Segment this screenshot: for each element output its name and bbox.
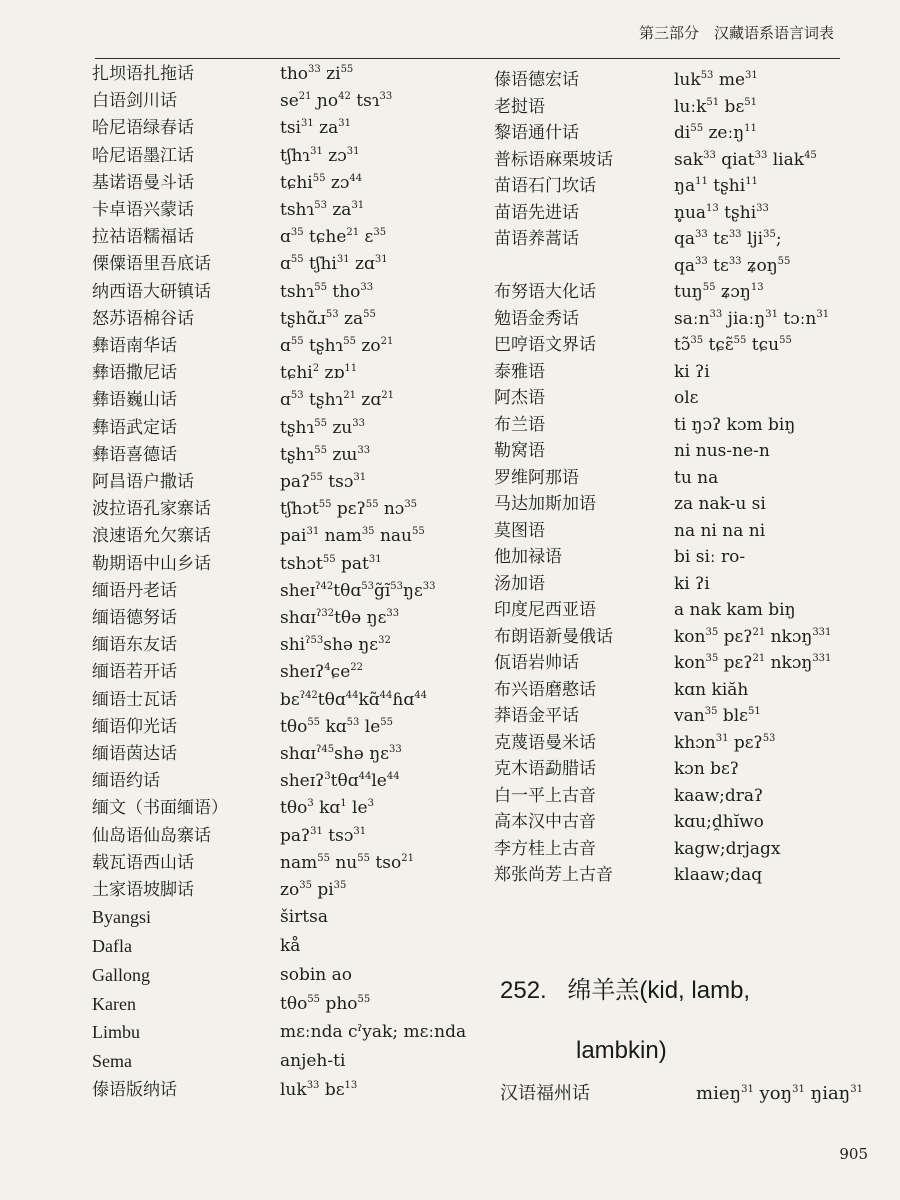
section-heading (500, 976, 750, 1006)
entry-form: shi$^{ʔ53}$shə ŋɛ$^{32}$ (280, 635, 391, 656)
entry-form: mɛːnda cˀyak; mɛːnda (280, 1022, 467, 1043)
entry-form: $ŋa^{11}$ tʂhi$^{11}$ (674, 176, 758, 196)
entry-language: 彝语撒尼话 (92, 363, 177, 384)
entry-row (92, 826, 472, 852)
entry-form: bɛ$^{ʔ42}$tθɑ$^{44}$kɑ̃$^{44}$ɦɑ$^{44}$ (280, 689, 427, 710)
entry-row (92, 173, 472, 199)
entry-form: luk$^{33}$ bɛ$^{13}$ (280, 1080, 358, 1100)
entry-form: kon$^{35}$ pɛʔ$^{21}$ nkɔŋ$^{331}$ (674, 626, 832, 647)
entry-form: ni nus-ne-n (674, 441, 770, 461)
entry-row (92, 200, 472, 226)
entry-language: 巴哼语文界话 (494, 335, 596, 355)
entry-language: 勉语金秀话 (494, 308, 579, 329)
entry-row (494, 865, 874, 891)
entry-row (494, 97, 874, 123)
entry-form: paʔ$^{31}$ tsɔ$^{31}$ (280, 825, 367, 846)
entry-form: tʂhɿ$^{55}$ zɯ$^{33}$ (280, 444, 371, 465)
entry-row (92, 744, 472, 770)
entry-language: 苗语养蒿话 (494, 229, 579, 249)
entry-row (92, 635, 472, 661)
entry-row (92, 554, 472, 580)
entry-form: tho$^{33}$ $zi^{55}$ (280, 64, 354, 84)
entry-language: 克木语勐腊话 (494, 759, 596, 779)
entry-row (494, 547, 874, 573)
entry-row (92, 227, 472, 253)
entry-form: shɑɪ$^{ʔ45}$shə ŋɛ$^{33}$ (280, 744, 402, 764)
section-title-line2: lambkin) (576, 1037, 667, 1064)
entry-form: kon$^{35}$ pɛʔ$^{21}$ nkɔŋ$^{331}$ (674, 653, 832, 673)
entry-form: olɛ (674, 388, 699, 408)
entry-row (494, 441, 874, 467)
entry-row (494, 468, 874, 494)
entry-row (92, 1051, 472, 1077)
entry-language: 缅语茵达话 (92, 744, 177, 764)
entry-row (494, 123, 874, 149)
entry-language: 缅语仰光话 (92, 716, 177, 737)
entry-row (494, 733, 874, 759)
entry-language: Dafla (92, 936, 132, 956)
entry-row (494, 256, 874, 282)
entry-language: 普标语麻栗坡话 (494, 149, 613, 170)
running-header: 第三部分 汉藏语系语言词表 (638, 24, 834, 42)
entry-form: kå (280, 936, 301, 956)
entry-form: $di^{55}$ zeːŋ$^{11}$ (674, 123, 757, 143)
entry-row (494, 229, 874, 255)
header-rule (95, 58, 840, 59)
entry-language: 佤语岩帅话 (494, 653, 579, 673)
entry-row (494, 309, 874, 335)
entry-language: 傣语版纳话 (92, 1080, 177, 1100)
entry-form: kɑn kiăh (674, 679, 749, 700)
entry-language: 勒期语中山乡话 (92, 553, 211, 574)
entry-row (92, 309, 472, 335)
entry-row (494, 706, 874, 732)
entry-form: ɑ$^{55}$ tʃhi$^{31}$ zɑ$^{31}$ (280, 254, 388, 275)
entry-language: 汉语福州话 (500, 1083, 590, 1104)
entry-row (494, 176, 874, 202)
entry-form: mieŋ$^{31}$ yoŋ$^{31}$ ŋiaŋ$^{31}$ (696, 1083, 864, 1104)
entry-row (494, 150, 874, 176)
entry-form: kɔn bɛʔ (674, 759, 739, 779)
entry-row (92, 336, 472, 362)
entry-form: kagw;drjagx (674, 838, 781, 859)
entry-form: shɑɪ$^{ʔ32}$tθə ŋɛ$^{33}$ (280, 608, 400, 628)
entry-language: 苗语先进话 (494, 202, 579, 223)
entry-language: 缅语约话 (92, 771, 160, 792)
entry-form: tɔ̃$^{35}$ tɕɛ̃$^{55}$ tɕu$^{55}$ (674, 335, 792, 355)
entry-row (92, 965, 472, 991)
entry-row (92, 526, 472, 552)
entry-language: 阿昌语户撒话 (92, 472, 194, 492)
entry-language: 仙岛语仙岛寨话 (92, 825, 211, 846)
entry-form: širtsa (280, 907, 328, 928)
entry-language: 他加禄语 (494, 547, 562, 567)
entry-language: 扎坝语扎拖话 (92, 64, 194, 84)
entry-form: tu na (674, 467, 719, 488)
entry-language: 布朗语新曼俄话 (494, 626, 613, 647)
entry-form: sheɪʔ$^4$ɕe$^{22}$ (280, 662, 363, 683)
entry-form: $sheɪʔ^3t\theta ɑ^{44}le^{44}$ (280, 771, 400, 792)
entry-language: 莽语金平话 (494, 706, 579, 726)
entry-language: 布努语大化话 (494, 282, 596, 302)
section-title-line1: 绵羊羔(kid, lamb, (567, 977, 751, 1004)
entry-form: klaaw;daq (674, 865, 763, 885)
entry-row (92, 91, 472, 117)
entry-row (92, 146, 472, 172)
entry-language: 莫图语 (494, 520, 545, 541)
entry-language: 缅语东友话 (92, 635, 177, 656)
entry-form: nam$^{55}$ $nu^{55}$ tso$^{21}$ (280, 852, 414, 873)
entry-form: bi siː ro- (674, 547, 746, 567)
entry-row (494, 282, 874, 308)
entry-language: 郑张尚芳上古音 (494, 865, 613, 885)
entry-language: 马达加斯加语 (494, 494, 596, 514)
entry-row (92, 472, 472, 498)
entry-language: 傈僳语里吾底话 (92, 254, 211, 275)
entry-language: 缅语士瓦话 (92, 689, 177, 710)
entry-form: tʃhɿ$^{31}$ zɔ$^{31}$ (280, 145, 360, 166)
entry-row (92, 1080, 472, 1106)
entry-row (494, 415, 874, 441)
entry-language: 老挝语 (494, 96, 545, 117)
entry-language: 拉祜语糯福话 (92, 227, 194, 248)
entry-row (92, 581, 472, 607)
entry-form: sak$^{33}$ qiat$^{33}$ liak$^{45}$ (674, 149, 817, 170)
entry-language: Limbu (92, 1022, 140, 1043)
entry-form: tshɔt$^{55}$ pat$^{31}$ (280, 553, 382, 574)
entry-row (494, 388, 874, 414)
entry-form: $qa^{33}$ tɛ$^{33}$ ʑoŋ$^{55}$ (674, 255, 791, 276)
entry-language: 彝语巍山话 (92, 390, 177, 411)
entry-form: tθo$^{55}$ kɑ$^{53}$ $le^{55}$ (280, 716, 394, 737)
left-column (92, 64, 472, 1124)
entry-language: 土家语坡脚话 (92, 880, 194, 900)
entry-row (494, 812, 874, 838)
entry-form: saːn$^{33}$ jiaːŋ$^{31}$ tɔːn$^{31}$ (674, 308, 830, 329)
entry-language: Sema (92, 1051, 132, 1072)
entry-row (92, 690, 472, 716)
entry-form: ki ʔi (674, 361, 710, 382)
entry-form: kɑu;d̯hĭwo (674, 812, 764, 832)
entry-language: 高本汉中古音 (494, 812, 596, 832)
section-number: 252. (500, 977, 547, 1004)
entry-language: 彝语南华话 (92, 336, 177, 356)
entry-form: anjeh-ti (280, 1051, 346, 1072)
entry-language: 布兰语 (494, 414, 545, 435)
page-number: 905 (839, 1145, 868, 1163)
entry-form: $se^{21}$ ɲo$^{42}$ tsɿ$^{33}$ (280, 91, 393, 112)
entry-form: luk$^{53}$ $me^{31}$ (674, 70, 758, 90)
entry-language: 载瓦语西山话 (92, 852, 194, 873)
entry-language: 基诺语曼斗话 (92, 172, 194, 193)
entry-language: 怒苏语棉谷话 (92, 308, 194, 329)
entry-form: tshɿ$^{55}$ tho$^{33}$ (280, 281, 374, 302)
entry-form: $sheɪ^{ʔ42}t\theta ɑ^{53}g̃ĩ^{53}ŋɛ^{33}$ (280, 580, 436, 601)
entry-form: $n̥ua^{13}$ tʂhi$^{33}$ (674, 202, 769, 223)
entry-row (494, 362, 874, 388)
entry-language: 彝语喜德话 (92, 444, 177, 465)
entry-language: 哈尼语绿春话 (92, 118, 194, 139)
entry-row (92, 771, 472, 797)
entry-language: 傣语德宏话 (494, 70, 579, 90)
entry-row (494, 70, 874, 96)
entry-language: 波拉语孔家寨话 (92, 499, 211, 520)
entry-form: van$^{35}$ blɛ$^{51}$ (674, 706, 761, 726)
section-entry (500, 1084, 880, 1110)
entry-language: 缅语若开话 (92, 662, 177, 683)
entry-row (92, 608, 472, 634)
entry-language: 彝语武定话 (92, 417, 177, 438)
entry-language: 哈尼语墨江话 (92, 145, 194, 166)
entry-row (92, 662, 472, 688)
entry-row (92, 936, 472, 962)
entry-row (494, 600, 874, 626)
entry-form: tʂhɿ$^{55}$ $zu^{33}$ (280, 417, 365, 438)
entry-row (494, 335, 874, 361)
entry-form: za nak-u si (674, 494, 766, 514)
entry-row (494, 574, 874, 600)
entry-form: sobin ao (280, 964, 353, 985)
entry-row (494, 521, 874, 547)
entry-row (494, 680, 874, 706)
entry-row (92, 1022, 472, 1048)
entry-row (92, 880, 472, 906)
right-column (494, 70, 874, 910)
entry-form: tshɿ$^{53}$ $za^{31}$ (280, 200, 365, 220)
entry-row (92, 994, 472, 1020)
entry-row (92, 254, 472, 280)
entry-row (92, 418, 472, 444)
entry-form: pai$^{31}$ nam$^{35}$ nau$^{55}$ (280, 526, 425, 547)
entry-form: paʔ$^{55}$ tsɔ$^{31}$ (280, 472, 367, 492)
entry-form: $qa^{33}$ tɛ$^{33}$ lji$^{35}$; (674, 229, 782, 249)
entry-language: 泰雅语 (494, 361, 545, 382)
entry-language: Gallong (92, 964, 150, 985)
entry-form: ɑ$^{53}$ tʂhɿ$^{21}$ zɑ$^{21}$ (280, 390, 394, 411)
entry-form: $zo^{35}$ $pi^{35}$ (280, 880, 347, 900)
entry-language: 缅语丹老话 (92, 580, 177, 601)
entry-row (92, 118, 472, 144)
entry-row (494, 653, 874, 679)
entry-row (494, 839, 874, 865)
entry-language: 阿杰语 (494, 388, 545, 408)
entry-form: ɑ$^{35}$ tɕhe$^{21}$ ɛ$^{35}$ (280, 227, 387, 248)
entry-row (494, 786, 874, 812)
entry-language: 白一平上古音 (494, 785, 596, 806)
entry-row (92, 907, 472, 933)
entry-language: Byangsi (92, 907, 152, 928)
entry-language: 黎语通什话 (494, 123, 579, 143)
entry-row (92, 64, 472, 90)
entry-language: 纳西语大研镇话 (92, 281, 211, 302)
entry-language: 克蔑语曼米话 (494, 732, 596, 753)
entry-form: ɑ$^{55}$ tʂhɿ$^{55}$ $zo^{21}$ (280, 336, 394, 356)
page-header (0, 18, 840, 48)
entry-row (92, 853, 472, 879)
entry-form: tʂhɑ̃ɹ$^{53}$ $za^{55}$ (280, 308, 376, 329)
entry-form: ti ŋɔʔ kɔm biŋ (674, 414, 796, 435)
entry-language: 汤加语 (494, 573, 545, 594)
entry-language: Karen (92, 993, 136, 1014)
entry-form: khɔn$^{31}$ pɛʔ$^{53}$ (674, 732, 776, 753)
entry-row (92, 798, 472, 824)
entry-language: 印度尼西亚语 (494, 600, 596, 620)
entry-form: na ni na ni (674, 520, 766, 541)
entry-language: 苗语石门坎话 (494, 176, 596, 196)
entry-row (92, 363, 472, 389)
entry-form: kaaw;draʔ (674, 785, 764, 806)
entry-row (92, 282, 472, 308)
entry-form: ki ʔi (674, 573, 710, 594)
entry-row (92, 445, 472, 471)
entry-form: tʃhɔt$^{55}$ pɛʔ$^{55}$ nɔ$^{35}$ (280, 499, 418, 520)
entry-row (494, 627, 874, 653)
entry-row (92, 390, 472, 416)
entry-form: tɕhi$^2$ zɒ$^{11}$ (280, 363, 358, 384)
entry-form: luːk$^{51}$ bɛ$^{51}$ (674, 96, 757, 117)
entry-form: tsi$^{31}$ $za^{31}$ (280, 118, 351, 139)
entry-form: tɕhi$^{55}$ zɔ$^{44}$ (280, 172, 363, 193)
entry-row (494, 203, 874, 229)
entry-language: 勒窝语 (494, 441, 545, 461)
entry-language: 布兴语磨憨话 (494, 679, 596, 700)
entry-language: 罗维阿那语 (494, 467, 579, 488)
entry-form: tθo$^{55}$ pho$^{55}$ (280, 993, 371, 1014)
entry-form: a nak kam biŋ (674, 600, 796, 620)
entry-language: 李方桂上古音 (494, 838, 596, 859)
entry-row (494, 759, 874, 785)
entry-language: 浪速语允欠寨话 (92, 526, 211, 547)
entry-form: tθo$^3$ kɑ$^1$ $le^3$ (280, 798, 374, 819)
entry-form: tuŋ$^{55}$ ʑɔŋ$^{13}$ (674, 282, 764, 302)
entry-row (494, 494, 874, 520)
entry-row (92, 499, 472, 525)
entry-language: 卡卓语兴蒙话 (92, 200, 194, 220)
entry-language: 缅语德努话 (92, 608, 177, 628)
entry-row (92, 717, 472, 743)
entry-language: 缅文（书面缅语） (92, 798, 228, 819)
entry-language: 白语剑川话 (92, 91, 177, 112)
